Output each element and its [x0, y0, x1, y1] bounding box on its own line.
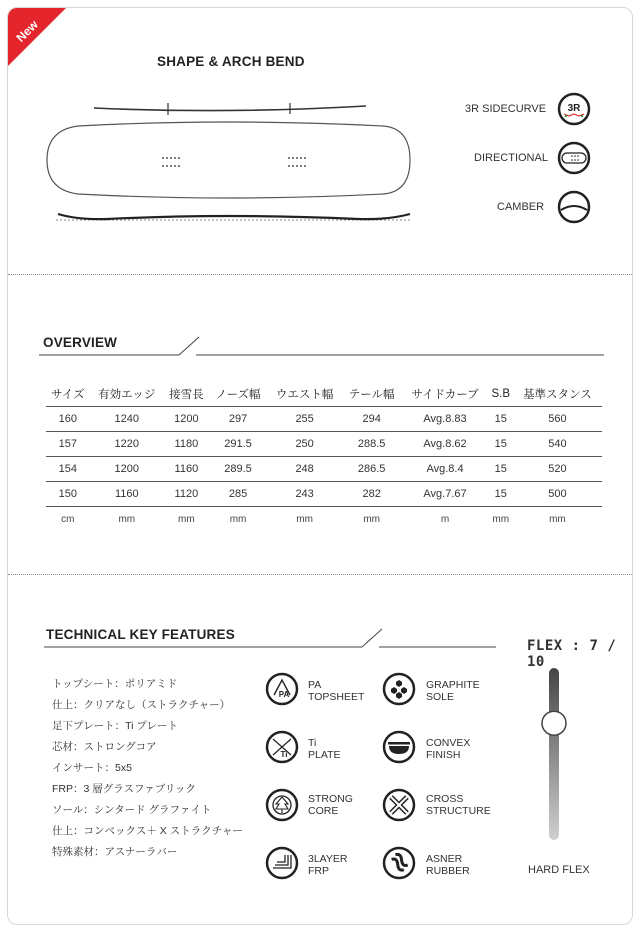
table-cell: 1200: [164, 406, 209, 431]
feature-cross-structure: CROSS STRUCTURE: [426, 793, 491, 817]
size-spec-table: [46, 382, 602, 532]
feature-asner-rubber: ASNER RUBBER: [426, 853, 470, 877]
camber-icon: [557, 190, 591, 224]
graphite-sole-icon: [382, 672, 416, 706]
table-cell: 150: [46, 481, 90, 506]
column-header: テール幅: [342, 382, 401, 406]
table-cell: 255: [267, 406, 342, 431]
table-row: [46, 481, 602, 506]
svg-text:3R: 3R: [567, 103, 581, 114]
table-cell: 157: [46, 431, 90, 456]
table-cell: 294: [342, 406, 401, 431]
table-cell: 1200: [90, 456, 164, 481]
svg-text:PA: PA: [278, 690, 290, 699]
strong-core-icon: [265, 788, 299, 822]
table-cell: 15: [489, 406, 513, 431]
table-cell: 291.5: [209, 431, 268, 456]
list-item: ソール：シンタード グラファイト: [52, 804, 212, 816]
table-row: [46, 431, 602, 456]
unit-cell: mm: [492, 513, 510, 525]
flex-meter: [534, 663, 574, 848]
overview-title-rule: [39, 334, 604, 358]
table-header-row: [46, 382, 602, 406]
table-cell: 250: [267, 431, 342, 456]
table-cell: Avg.8.62: [401, 431, 488, 456]
table-cell: 15: [489, 431, 513, 456]
new-badge-label: New: [13, 17, 41, 45]
flex-title: FLEX : 7 / 10: [527, 638, 617, 670]
column-header: S.B: [489, 382, 513, 406]
shape-section-title: SHAPE & ARCH BEND: [157, 54, 305, 69]
unit-cell: mm: [229, 513, 247, 525]
feature-label-directional: DIRECTIONAL: [474, 152, 548, 164]
table-cell: 1160: [164, 456, 209, 481]
table-cell: 520: [513, 456, 602, 481]
table-cell: Avg.7.67: [401, 481, 488, 506]
list-item: 仕上：コンベックス＋ X ストラクチャー: [52, 825, 243, 837]
feature-pa-topsheet: PA TOPSHEET: [308, 679, 365, 703]
table-cell: 160: [46, 406, 90, 431]
svg-text:Ti: Ti: [280, 750, 288, 759]
list-item: 足下プレート：Ti プレート: [52, 720, 178, 732]
feature-ti-plate: Ti PLATE: [308, 737, 341, 761]
column-header: 接雪長: [164, 382, 209, 406]
list-item: FRP：3 層グラスファブリック: [52, 783, 196, 795]
feature-graphite-sole: GRAPHITE SOLE: [426, 679, 480, 703]
feature-strong-core: STRONG CORE: [308, 793, 353, 817]
technical-title-rule: [44, 626, 504, 650]
table-cell: 282: [342, 481, 401, 506]
section-divider: [8, 574, 633, 575]
asner-rubber-icon: [382, 846, 416, 880]
feature-label-3r-sidecurve: 3R SIDECURVE: [465, 103, 547, 115]
table-cell: 285: [209, 481, 268, 506]
table-cell: 500: [513, 481, 602, 506]
feature-3layer-frp: 3LAYER FRP: [308, 853, 348, 877]
column-header: 有効エッジ: [90, 382, 164, 406]
table-cell: 297: [209, 406, 268, 431]
technical-title: TECHNICAL KEY FEATURES: [46, 627, 235, 642]
table-cell: 289.5: [209, 456, 268, 481]
table-cell: 1220: [90, 431, 164, 456]
table-cell: 15: [489, 481, 513, 506]
new-badge: [8, 8, 78, 78]
table-cell: 540: [513, 431, 602, 456]
product-spec-card: [7, 7, 633, 925]
units-row: [46, 506, 602, 532]
3layer-frp-icon: [265, 846, 299, 880]
directional-icon: [557, 141, 591, 175]
unit-cell: mm: [296, 513, 313, 525]
table-cell: 1180: [164, 431, 209, 456]
unit-cell: mm: [178, 513, 195, 525]
board-shape-diagram: [38, 86, 428, 226]
list-item: 特殊素材：アスナーラバー: [52, 846, 178, 858]
cross-structure-icon: [382, 788, 416, 822]
unit-cell: mm: [363, 513, 380, 525]
table-cell: Avg.8.83: [401, 406, 488, 431]
unit-cell: m: [440, 513, 450, 525]
flex-track: [549, 668, 559, 840]
flex-label: HARD FLEX: [528, 864, 590, 876]
column-header: サイドカーブ: [401, 382, 488, 406]
list-item: 芯材：ストロングコア: [52, 741, 157, 753]
table-cell: 1240: [90, 406, 164, 431]
table-row: [46, 456, 602, 481]
table-row: [46, 406, 602, 431]
table-cell: 1160: [90, 481, 164, 506]
table-cell: 286.5: [342, 456, 401, 481]
table-cell: 288.5: [342, 431, 401, 456]
column-header: ノーズ幅: [209, 382, 268, 406]
column-header: サイズ: [46, 382, 90, 406]
pa-topsheet-icon: [265, 672, 299, 706]
unit-cell: mm: [118, 513, 136, 525]
table-cell: 154: [46, 456, 90, 481]
column-header: 基準スタンス: [513, 382, 602, 406]
table-cell: 15: [489, 456, 513, 481]
table-cell: 560: [513, 406, 602, 431]
unit-cell: mm: [549, 513, 566, 525]
3r-sidecurve-icon: [557, 92, 591, 126]
spec-list: [52, 674, 243, 863]
table-cell: Avg.8.4: [401, 456, 488, 481]
table-cell: 248: [267, 456, 342, 481]
list-item: トップシート：ポリアミド: [52, 678, 178, 690]
section-divider: [8, 274, 633, 275]
unit-cell: cm: [61, 513, 75, 525]
convex-finish-icon: [382, 730, 416, 764]
ti-plate-icon: [265, 730, 299, 764]
overview-title: OVERVIEW: [43, 335, 118, 350]
column-header: ウエスト幅: [267, 382, 342, 406]
list-item: 仕上：クリアなし（ストラクチャー）: [52, 699, 231, 711]
table-cell: 1120: [164, 481, 209, 506]
list-item: インサート：5x5: [52, 762, 132, 774]
table-cell: 243: [267, 481, 342, 506]
feature-label-camber: CAMBER: [497, 201, 545, 213]
flex-knob: [542, 711, 566, 735]
feature-convex-finish: CONVEX FINISH: [426, 737, 471, 761]
